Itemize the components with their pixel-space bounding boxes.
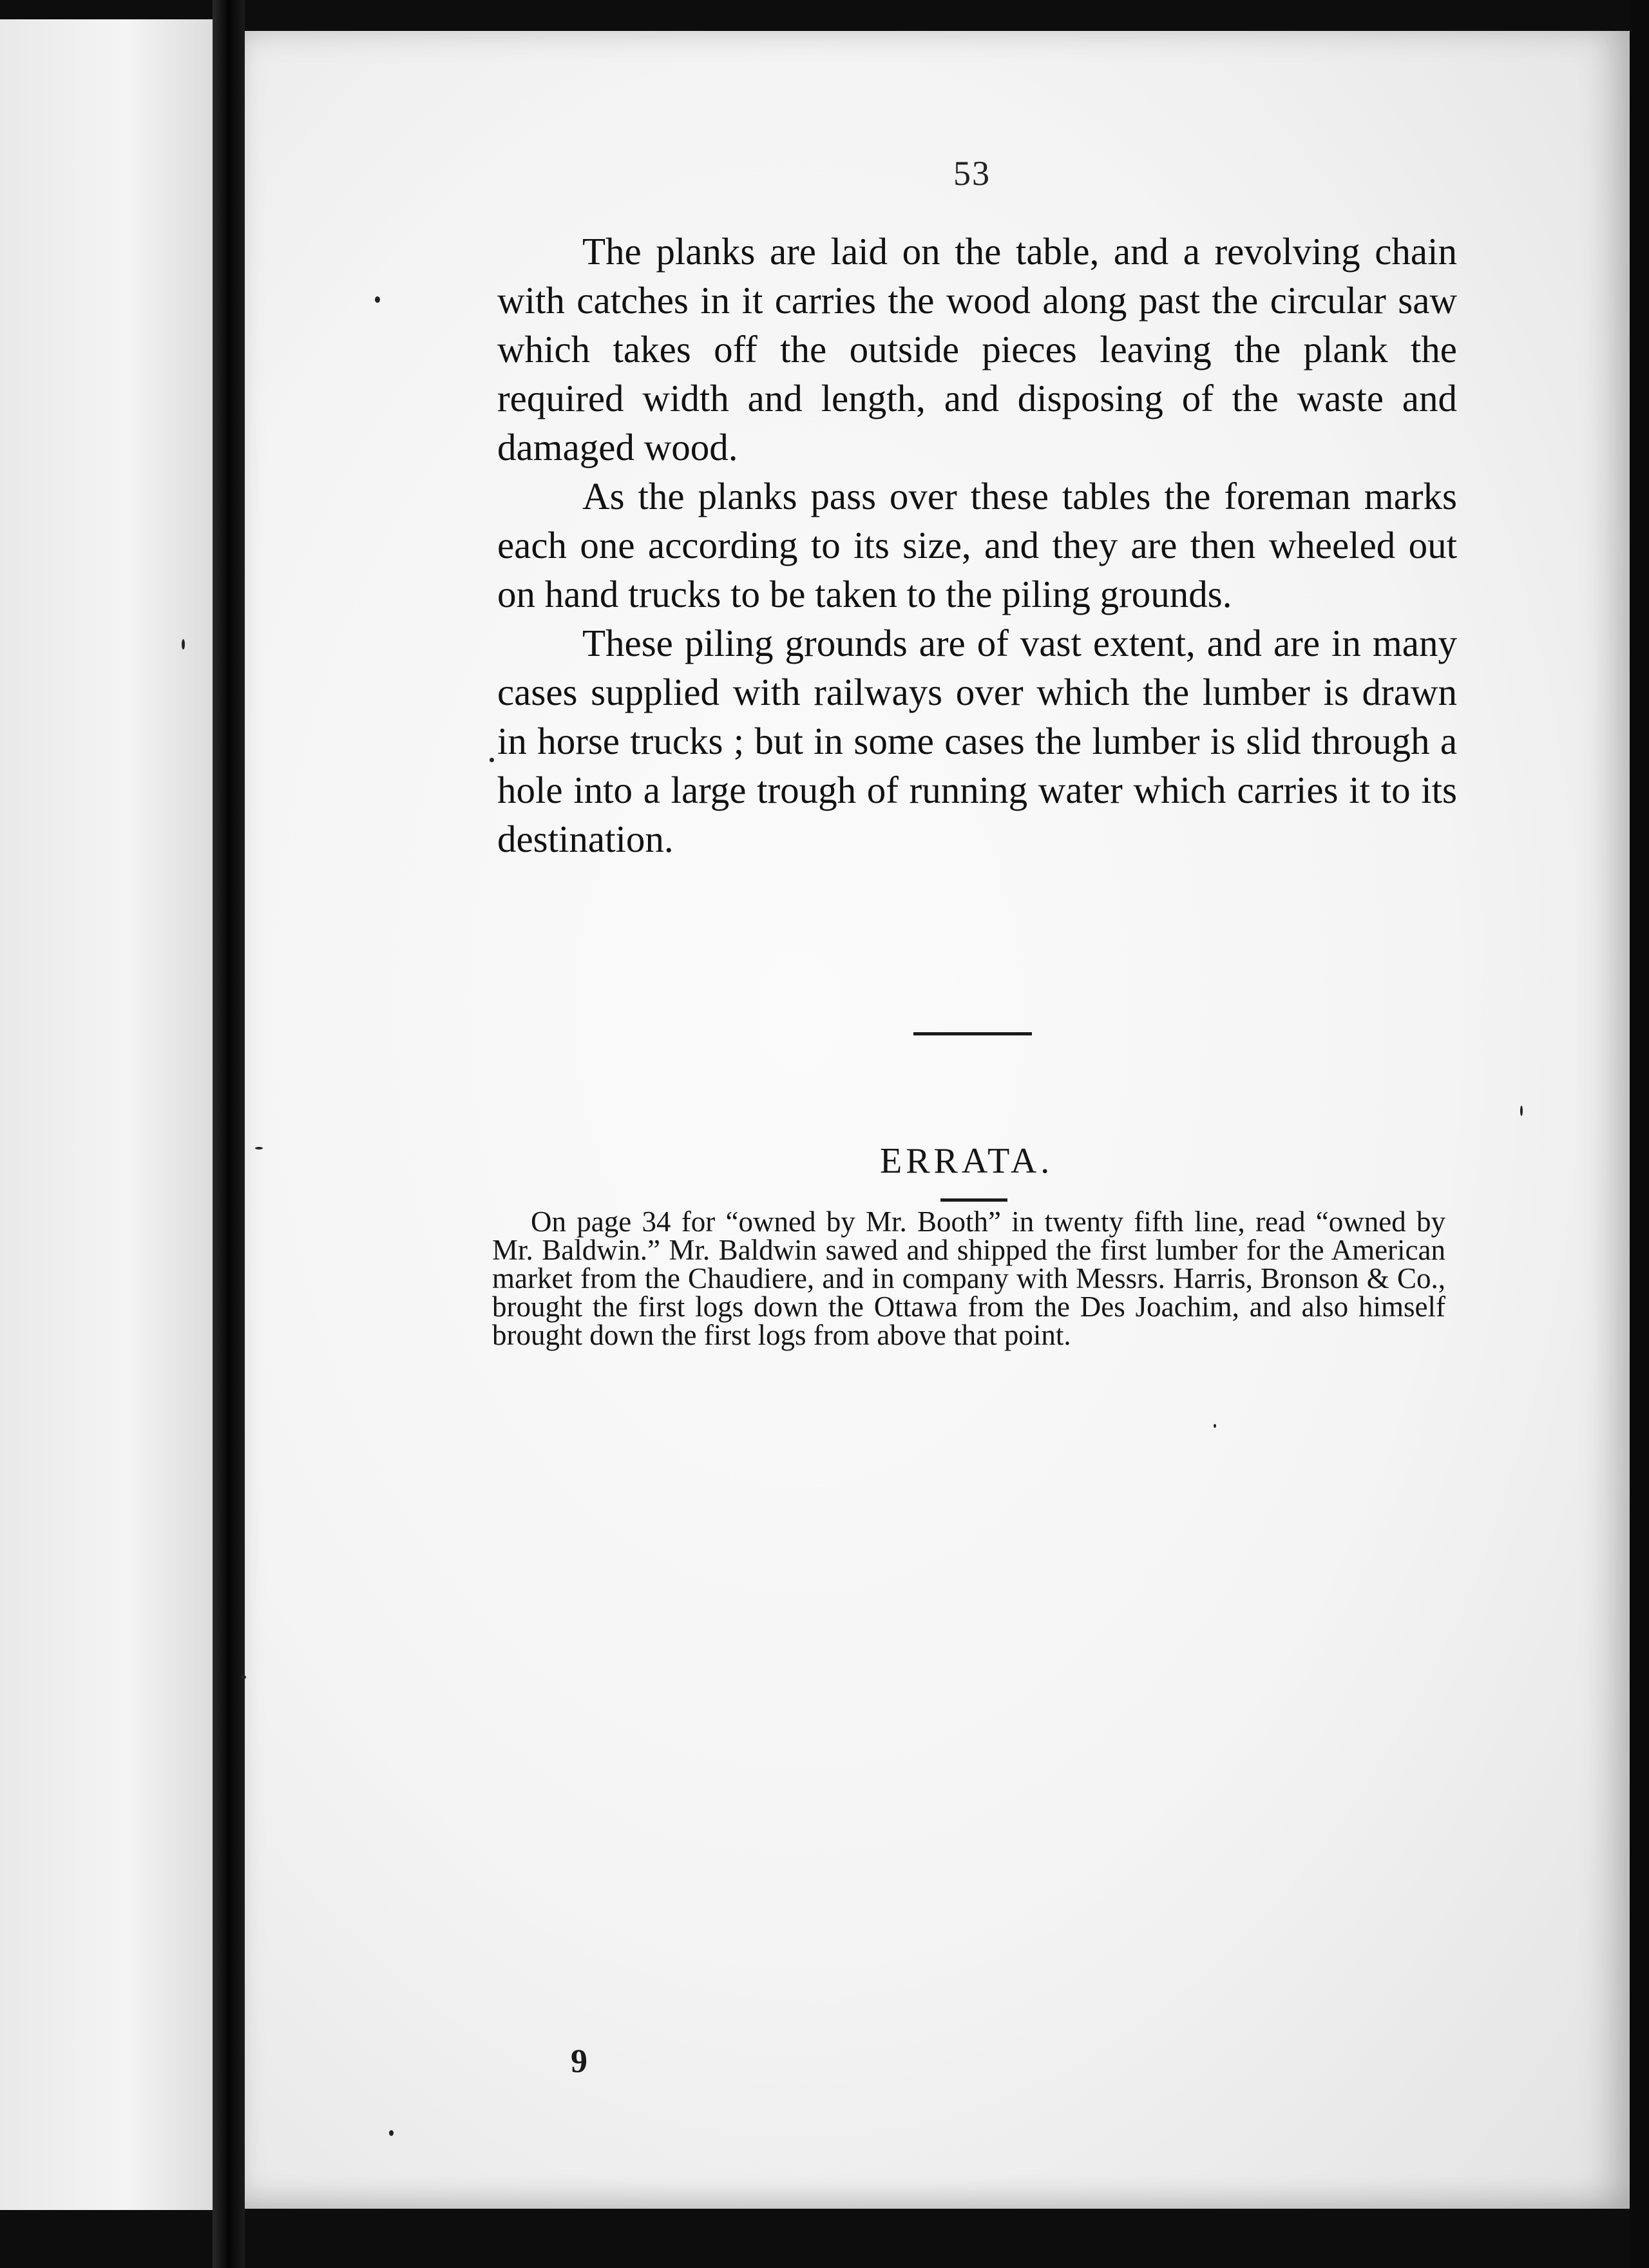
section-divider-rule: [913, 1032, 1032, 1035]
errata-heading: ERRATA.: [880, 1141, 1054, 1181]
paragraph-foreman-marks: As the planks pass over these tables the foreman marks each one according to its size, and they are then wheeled out on hand trucks to be taken to the piling grounds.: [497, 475, 1457, 615]
scan-speck: [241, 1675, 246, 1679]
facing-page-edge: [0, 19, 213, 2210]
scan-speck: [375, 296, 380, 303]
paragraph-piling-grounds: These piling grounds are of vast extent, and are in many cases supplied with railways over which the lumber is drawn in horse trucks ; but in some cases the lumber is slid through a hole into a large trough of running water which carries it to its destination.: [497, 622, 1457, 860]
binding-gutter: [213, 0, 245, 2268]
errata-heading-rule: [940, 1198, 1007, 1202]
page-number: 53: [953, 154, 991, 193]
signature-mark: 9: [571, 2043, 587, 2080]
scan-speck: [1520, 1106, 1523, 1116]
errata-note: On page 34 for “owned by Mr. Booth” in twenty fifth line, read “owned by Mr. Baldwin.” Mr. Baldwin sawed and shipped the first lumber for the American market from the Chaudiere, and in company with Messrs. Harris, Bronson & Co., brought the first logs down the Ottawa from the Des Joachim, and also himself brought down the first logs from above that point.: [492, 1206, 1445, 1351]
scan-speck: [389, 2130, 394, 2136]
scan-speck: [490, 758, 494, 762]
paragraph-planks-table: The planks are laid on the table, and a revolving chain with catches in it carries the wood along past the circular saw which takes off the outside pieces leaving the plank the required width and length, and disposing of the waste and damaged wood.: [497, 230, 1457, 468]
body-text: [497, 227, 1457, 863]
page-edge-shadow: [1630, 0, 1649, 2268]
scan-speck: [1214, 1424, 1216, 1428]
scan-speck: [255, 1147, 263, 1149]
scan-speck: [182, 639, 185, 649]
